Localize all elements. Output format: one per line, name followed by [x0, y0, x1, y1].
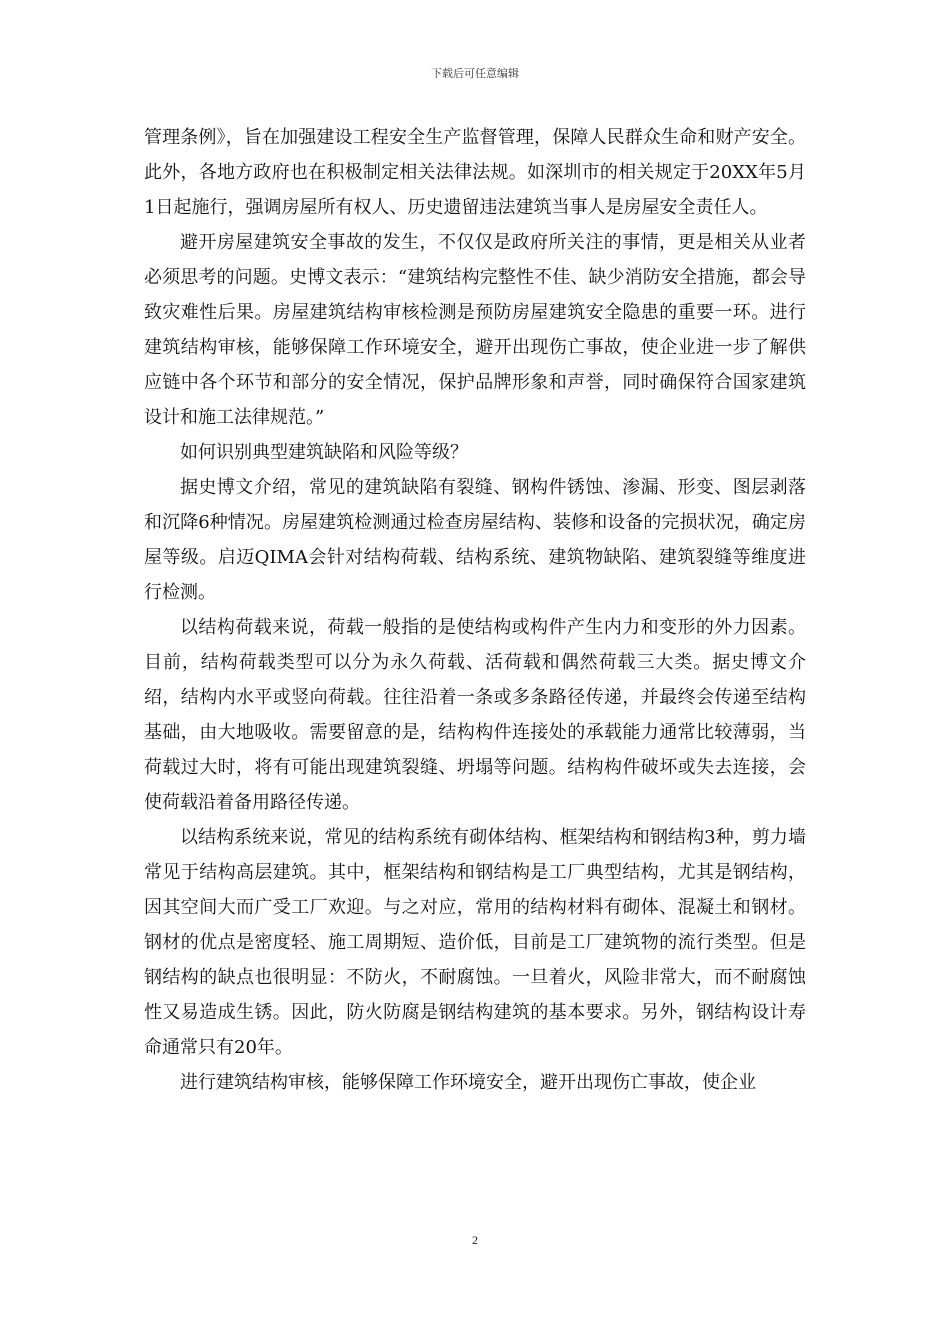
- page-header: 下载后可任意编辑: [431, 67, 519, 80]
- document-body: [144, 120, 806, 1100]
- paragraph-1: 管理条例》，旨在加强建设工程安全生产监督管理，保障人民群众生命和财产安全。此外，各地方政府也在积极制定相关法律法规。如深圳市的相关规定于20XX年5月1日起施行，强调房屋所有权人、历史遗留违法建筑当事人是房屋安全责任人。: [144, 127, 806, 218]
- paragraph-5: 以结构系统来说，常见的结构系统有砌体结构、框架结构和钢结构3种，剪力墙常见于结构高层建筑。其中，框架结构和钢结构是工厂典型结构，尤其是钢结构，因其空间大而广受工厂欢迎。与之对应，常用的结构材料有砌体、混凝土和钢材。钢材的优点是密度轻、施工周期短、造价低，目前是工厂建筑物的流行类型。但是钢结构的缺点也很明显：不防火，不耐腐蚀。一旦着火，风险非常大，而不耐腐蚀性又易造成生锈。因此，防火防腐是钢结构建筑的基本要求。另外，钢结构设计寿命通常只有20年。: [144, 827, 806, 1058]
- paragraph-4: 以结构荷载来说，荷载一般指的是使结构或构件产生内力和变形的外力因素。目前，结构荷载类型可以分为永久荷载、活荷载和偶然荷载三大类。据史博文介绍，结构内水平或竖向荷载。往往沿着一条或多条路径传递，并最终会传递至结构基础，由大地吸收。需要留意的是，结构构件连接处的承载能力通常比较薄弱，当荷载过大时，将有可能出现建筑裂缝、坍塌等问题。结构构件破坏或失去连接，会使荷载沿着备用路径传递。: [144, 617, 806, 813]
- paragraph-2: 避开房屋建筑安全事故的发生，不仅仅是政府所关注的事情，更是相关从业者必须思考的问题。史博文表示：“建筑结构完整性不佳、缺少消防安全措施，都会导致灾难性后果。房屋建筑结构审核检测是预防房屋建筑安全隐患的重要一环。进行建筑结构审核，能够保障工作环境安全，避开出现伤亡事故，使企业进一步了解供应链中各个环节和部分的安全情况，保护品牌形象和声誉，同时确保符合国家建筑设计和施工法律规范。”: [144, 232, 806, 428]
- paragraph-6: 进行建筑结构审核，能够保障工作环境安全，避开出现伤亡事故，使企业: [180, 1072, 756, 1093]
- page-number: 2: [472, 1233, 478, 1247]
- paragraph-3: 据史博文介绍，常见的建筑缺陷有裂缝、钢构件锈蚀、渗漏、形变、图层剥落和沉降6种情况。房屋建筑检测通过检查房屋结构、装修和设备的完损状况，确定房屋等级。启迈QIMA会针对结构荷载、结构系统、建筑物缺陷、建筑裂缝等维度进行检测。: [144, 477, 806, 603]
- section-question: 如何识别典型建筑缺陷和风险等级？: [180, 442, 468, 463]
